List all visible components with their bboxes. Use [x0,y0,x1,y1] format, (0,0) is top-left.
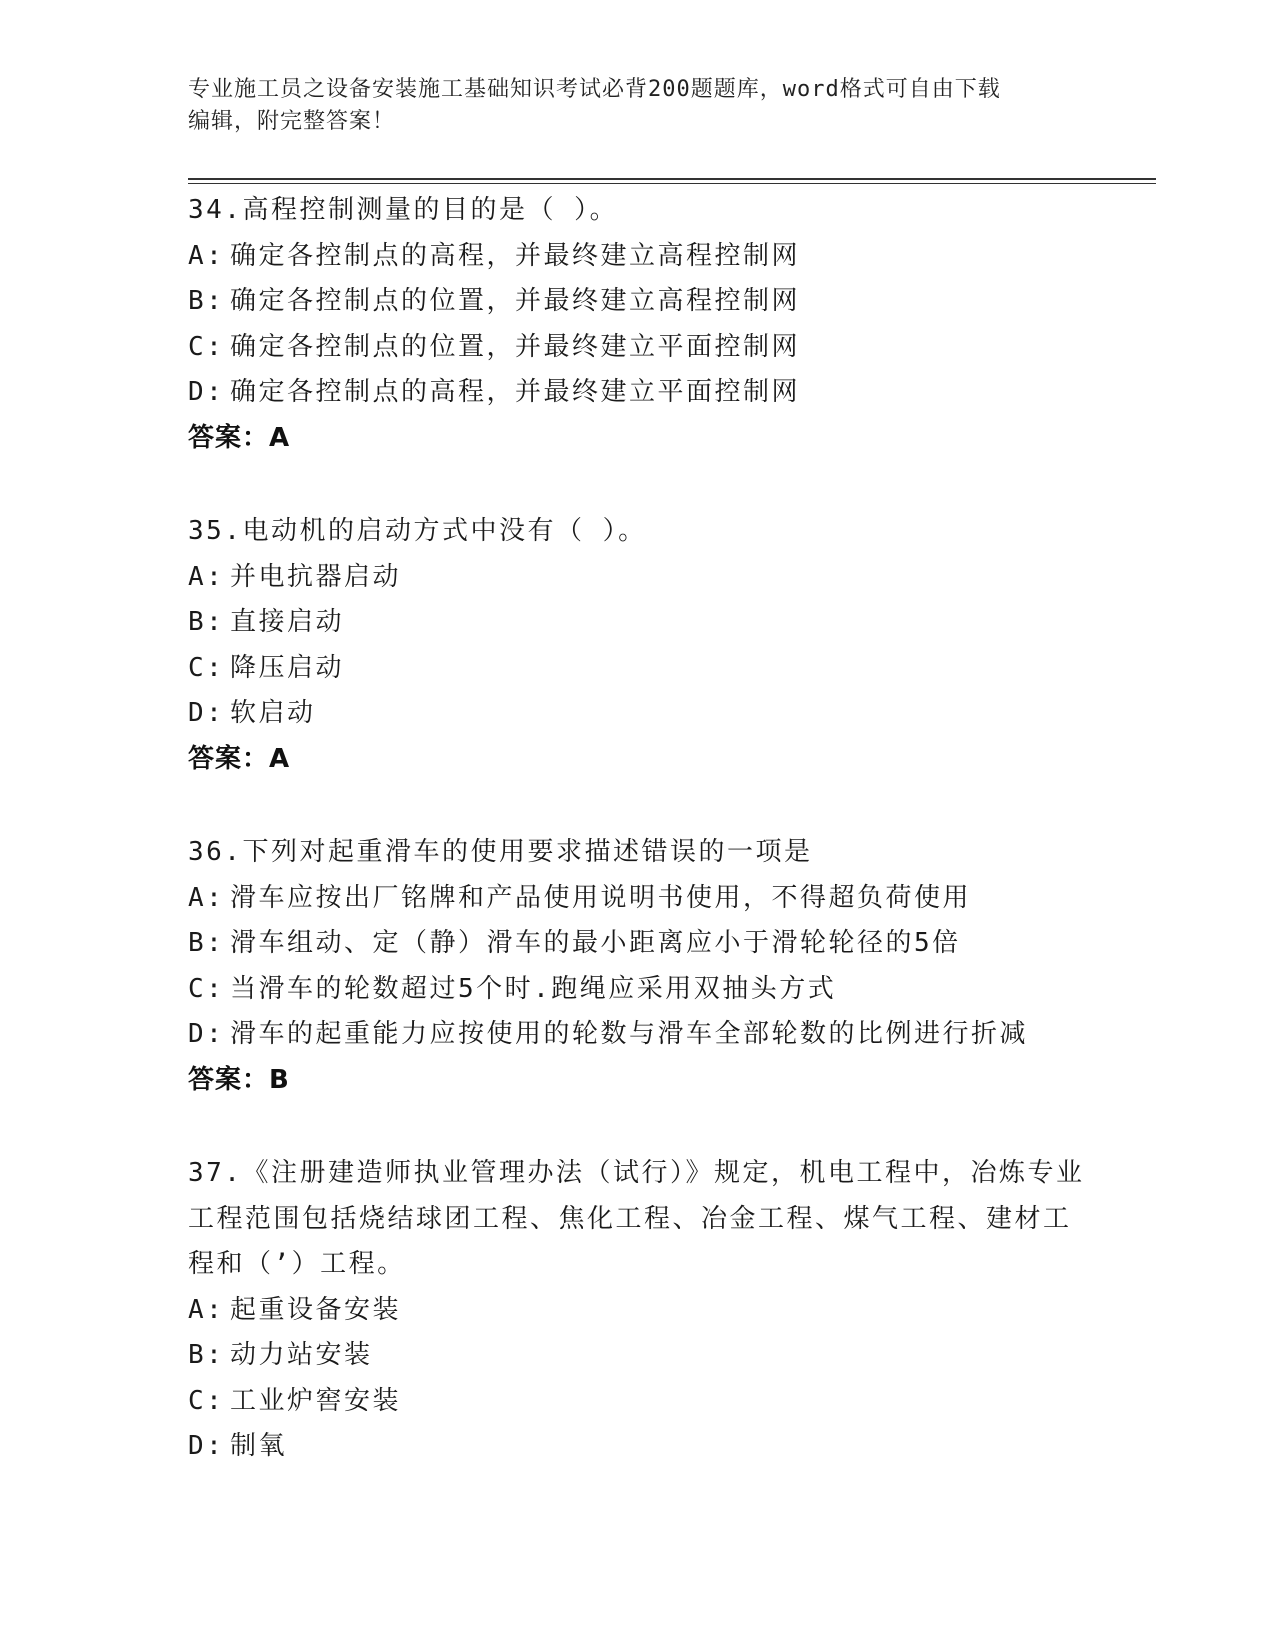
answer-line: 答案：A [188,422,291,453]
header-line-1: 专业施工员之设备安装施工基础知识考试必背200题题库，word格式可自由下载 [188,77,1001,102]
option-text: 工业炉窖安装 [230,1385,402,1416]
option-label: D: [188,1019,225,1049]
option-c [188,325,1148,371]
option-label: A: [188,240,225,271]
option-b [188,600,1148,646]
option-c [188,967,1148,1013]
option-text: 滑车的起重能力应按使用的轮数与滑车全部轮数的比例进行折减 [230,1019,1029,1049]
option-text: 确定各控制点的位置，并最终建立平面控制网 [230,331,801,362]
option-d [188,1012,1148,1058]
option-label: C: [188,1385,225,1416]
option-text: 滑车应按出厂铭牌和产品使用说明书使用，不得超负荷使用 [230,882,972,913]
option-label: A: [188,882,225,913]
option-c [188,1379,1148,1425]
option-label: D: [188,698,225,728]
option-text: 确定各控制点的位置，并最终建立高程控制网 [230,286,801,316]
option-text: 滑车组动、定（静）滑车的最小距离应小于滑轮轮径的5倍 [230,928,961,958]
option-b [188,921,1148,967]
option-text: 直接启动 [230,607,345,637]
option-label: D: [188,377,225,407]
option-text: 降压启动 [230,652,345,683]
option-a [188,876,1148,922]
question-34 [188,188,1148,461]
option-a [188,234,1148,280]
option-text: 确定各控制点的高程，并最终建立高程控制网 [230,240,801,271]
question-stem: 34.高程控制测量的目的是（ ）。 [188,195,619,225]
option-b [188,1333,1148,1379]
option-label: B: [188,286,225,316]
question-stem: 35.电动机的启动方式中没有（ ）。 [188,516,647,546]
option-text: 动力站安装 [230,1340,373,1370]
option-c [188,646,1148,692]
option-a [188,555,1148,601]
option-text: 当滑车的轮数超过5个时.跑绳应采用双抽头方式 [230,973,837,1004]
header-divider-thin [188,183,1156,184]
header-line-2: 编辑，附完整答案！ [188,109,396,134]
option-text: 并电抗器启动 [230,561,402,592]
option-label: C: [188,331,225,362]
question-stem: 36.下列对起重滑车的使用要求描述错误的一项是 [188,837,813,867]
option-label: C: [188,652,225,683]
option-text: 起重设备安装 [230,1294,402,1325]
question-stem: 37.《注册建造师执业管理办法（试行）》规定，机电工程中，冶炼专业工程范围包括烧结球团工程、焦化工程、冶金工程、煤气工程、建材工程和（’）工程。 [188,1158,1085,1279]
option-label: D: [188,1431,225,1461]
option-label: A: [188,561,225,592]
option-d [188,370,1148,416]
option-label: B: [188,607,225,637]
answer-line: 答案：A [188,743,291,774]
question-list [188,188,1148,1518]
question-36 [188,830,1148,1103]
option-label: B: [188,928,225,958]
option-b [188,279,1148,325]
option-text: 确定各控制点的高程，并最终建立平面控制网 [230,377,801,407]
option-text: 软启动 [230,698,316,728]
option-text: 制氧 [230,1431,288,1461]
question-37 [188,1151,1148,1470]
option-label: C: [188,973,225,1004]
option-a [188,1288,1148,1334]
document-header [188,74,1088,138]
header-divider-thick [188,178,1156,180]
option-d [188,1424,1148,1470]
option-d [188,691,1148,737]
question-35 [188,509,1148,782]
option-label: A: [188,1294,225,1325]
option-label: B: [188,1340,225,1370]
answer-line: 答案：B [188,1064,290,1095]
